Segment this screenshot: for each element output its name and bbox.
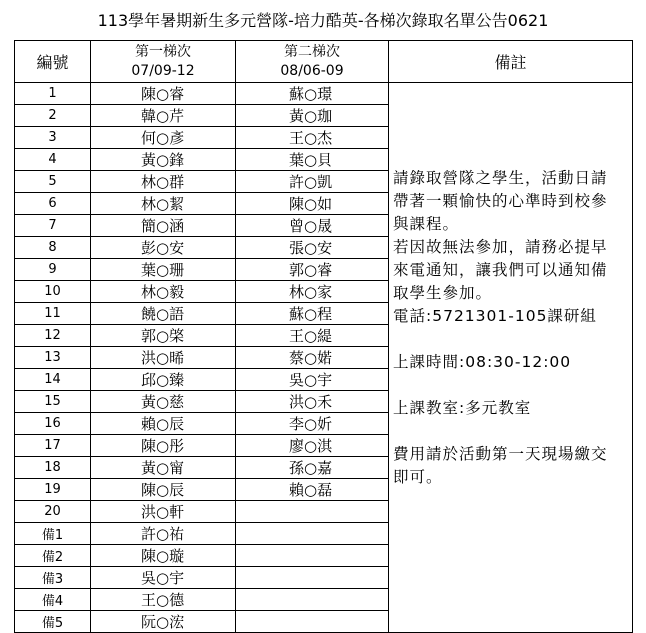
row-number: 19 bbox=[15, 479, 91, 501]
session2-name: 林○家 bbox=[236, 281, 389, 303]
session1-name: 林○絜 bbox=[91, 193, 236, 215]
session1-name: 王○德 bbox=[91, 589, 236, 611]
header-session2-dates: 08/06-09 bbox=[280, 62, 344, 79]
header-session1-label: 第一梯次 bbox=[135, 43, 191, 60]
table-body bbox=[15, 83, 633, 633]
row-number: 20 bbox=[15, 501, 91, 523]
session1-name: 何○彥 bbox=[91, 127, 236, 149]
session2-name bbox=[236, 589, 389, 611]
header-number: 編號 bbox=[15, 41, 91, 83]
session2-name bbox=[236, 523, 389, 545]
row-number: 16 bbox=[15, 413, 91, 435]
session2-name: 王○杰 bbox=[236, 127, 389, 149]
session1-name: 洪○晞 bbox=[91, 347, 236, 369]
header-session1 bbox=[91, 41, 236, 83]
page-title: 113學年暑期新生多元營隊-培力酷英-各梯次錄取名單公告0621 bbox=[97, 11, 549, 30]
session1-name: 陳○睿 bbox=[91, 83, 236, 105]
row-number: 備4 bbox=[15, 589, 91, 611]
session1-name: 韓○芹 bbox=[91, 105, 236, 127]
remark-fee: 即可。 bbox=[393, 468, 443, 486]
row-number: 備5 bbox=[15, 611, 91, 633]
session2-name: 蘇○程 bbox=[236, 303, 389, 325]
session1-name: 吳○宇 bbox=[91, 567, 236, 589]
remark-spacer bbox=[393, 420, 628, 443]
remark-fee: 費用請於活動第一天現場繳交 bbox=[393, 445, 608, 463]
row-number: 1 bbox=[15, 83, 91, 105]
remark-line: 請錄取營隊之學生，活動日請 bbox=[393, 169, 608, 187]
row-number: 13 bbox=[15, 347, 91, 369]
row-number: 備1 bbox=[15, 523, 91, 545]
session2-name: 王○緹 bbox=[236, 325, 389, 347]
row-number: 12 bbox=[15, 325, 91, 347]
session2-name: 曾○晟 bbox=[236, 215, 389, 237]
session2-name: 黃○珈 bbox=[236, 105, 389, 127]
session1-name: 陳○彤 bbox=[91, 435, 236, 457]
table-row bbox=[15, 83, 633, 105]
session2-name: 李○妡 bbox=[236, 413, 389, 435]
remark-spacer bbox=[393, 328, 628, 351]
session1-name: 陳○璇 bbox=[91, 545, 236, 567]
session2-name: 洪○禾 bbox=[236, 391, 389, 413]
row-number: 備2 bbox=[15, 545, 91, 567]
header-session1-dates: 07/09-12 bbox=[131, 62, 195, 79]
header-session2 bbox=[236, 41, 389, 83]
session1-name: 阮○浤 bbox=[91, 611, 236, 633]
table-header-row bbox=[15, 41, 633, 83]
session2-name: 葉○貝 bbox=[236, 149, 389, 171]
session2-name: 吳○宇 bbox=[236, 369, 389, 391]
remark-line: 若因故無法參加，請務必提早 bbox=[393, 238, 608, 256]
session2-name: 賴○磊 bbox=[236, 479, 389, 501]
session1-name: 黃○慈 bbox=[91, 391, 236, 413]
row-number: 5 bbox=[15, 171, 91, 193]
session1-name: 洪○軒 bbox=[91, 501, 236, 523]
session2-name: 許○凱 bbox=[236, 171, 389, 193]
session2-name: 廖○淇 bbox=[236, 435, 389, 457]
session2-name bbox=[236, 567, 389, 589]
session1-name: 簡○涵 bbox=[91, 215, 236, 237]
session2-name bbox=[236, 501, 389, 523]
row-number: 3 bbox=[15, 127, 91, 149]
session2-name bbox=[236, 545, 389, 567]
remark-line: 帶著一顆愉快的心準時到校參 bbox=[393, 192, 608, 210]
row-number: 10 bbox=[15, 281, 91, 303]
row-number: 11 bbox=[15, 303, 91, 325]
remark-line: 來電通知，讓我們可以通知備 bbox=[393, 261, 608, 279]
row-number: 8 bbox=[15, 237, 91, 259]
row-number: 7 bbox=[15, 215, 91, 237]
session1-name: 邱○臻 bbox=[91, 369, 236, 391]
row-number: 2 bbox=[15, 105, 91, 127]
row-number: 14 bbox=[15, 369, 91, 391]
header-session2-label: 第二梯次 bbox=[284, 43, 340, 60]
session1-name: 彭○安 bbox=[91, 237, 236, 259]
remark-phone: 電話:5721301-105課研組 bbox=[393, 307, 597, 325]
session1-name: 許○祐 bbox=[91, 523, 236, 545]
row-number: 17 bbox=[15, 435, 91, 457]
remark-line: 取學生參加。 bbox=[393, 284, 493, 302]
session1-name: 陳○辰 bbox=[91, 479, 236, 501]
remark-line: 與課程。 bbox=[393, 215, 460, 233]
session2-name: 蔡○婼 bbox=[236, 347, 389, 369]
session1-name: 黃○甯 bbox=[91, 457, 236, 479]
row-number: 9 bbox=[15, 259, 91, 281]
row-number: 15 bbox=[15, 391, 91, 413]
admission-table bbox=[14, 40, 633, 633]
session2-name: 蘇○璟 bbox=[236, 83, 389, 105]
remark-classroom: 上課教室:多元教室 bbox=[393, 399, 532, 417]
session2-name bbox=[236, 611, 389, 633]
row-number: 4 bbox=[15, 149, 91, 171]
session1-name: 林○毅 bbox=[91, 281, 236, 303]
row-number: 18 bbox=[15, 457, 91, 479]
session2-name: 陳○如 bbox=[236, 193, 389, 215]
session1-name: 饒○語 bbox=[91, 303, 236, 325]
session1-name: 葉○珊 bbox=[91, 259, 236, 281]
header-remarks: 備註 bbox=[389, 41, 633, 83]
session1-name: 賴○辰 bbox=[91, 413, 236, 435]
session1-name: 郭○棨 bbox=[91, 325, 236, 347]
remarks-cell bbox=[389, 83, 633, 633]
session2-name: 郭○睿 bbox=[236, 259, 389, 281]
session2-name: 張○安 bbox=[236, 237, 389, 259]
row-number: 備3 bbox=[15, 567, 91, 589]
row-number: 6 bbox=[15, 193, 91, 215]
session2-name: 孫○嘉 bbox=[236, 457, 389, 479]
session1-name: 黃○鋒 bbox=[91, 149, 236, 171]
session1-name: 林○群 bbox=[91, 171, 236, 193]
remark-spacer bbox=[393, 374, 628, 397]
remark-class-time: 上課時間:08:30-12:00 bbox=[393, 353, 572, 371]
